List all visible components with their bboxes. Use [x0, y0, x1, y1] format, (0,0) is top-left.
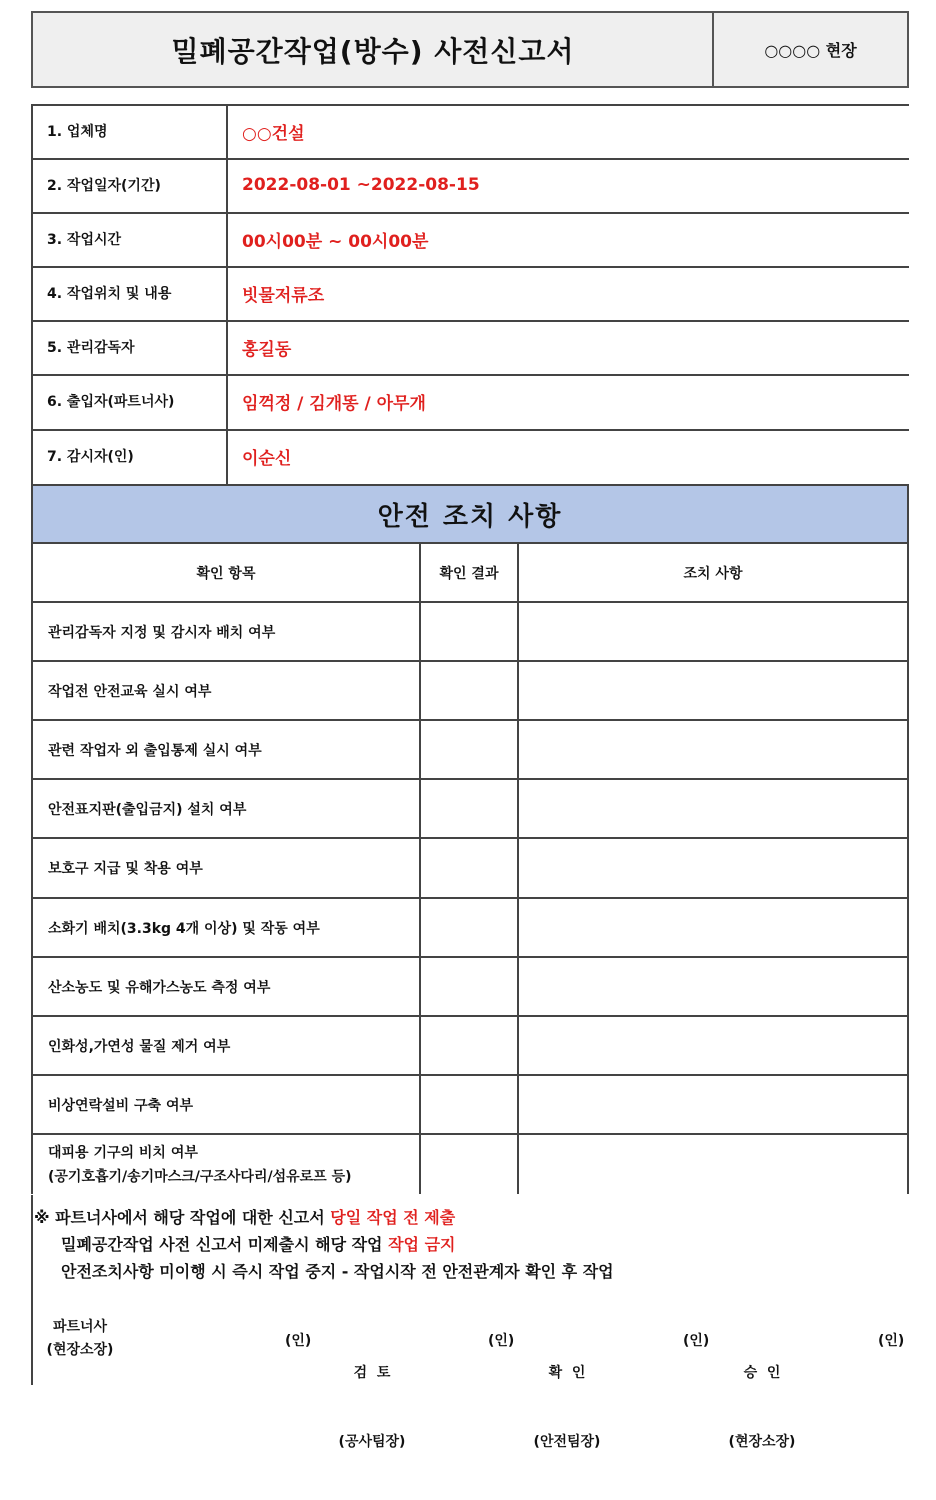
safety-item: 안전표지판(출입금지) 설치 여부	[48, 801, 247, 818]
info-value-time: 00시00분 ~ 00시00분	[242, 231, 429, 252]
document-title: 밀폐공간작업(방수) 사전신고서	[171, 34, 575, 68]
signature-role: (안전팀장)	[533, 1434, 601, 1450]
info-label-supervisor: 5. 관리감독자	[47, 340, 135, 356]
safety-item: 관리감독자 지정 및 감시자 배치 여부	[48, 624, 276, 641]
note-text: 밀폐공간작업 사전 신고서 미제출시 해당 작업	[61, 1235, 389, 1254]
signature-title: 파트너사	[52, 1319, 108, 1335]
info-label-entrants: 6. 출입자(파트너사)	[47, 394, 175, 410]
safety-item	[33, 1135, 419, 1195]
seal-mark: (인)	[683, 1333, 710, 1349]
note-emphasis: 작업 금지	[388, 1235, 456, 1254]
safety-section-title: 안전 조치 사항	[31, 484, 909, 544]
safety-item: 인화성,가연성 물질 제거 여부	[48, 1038, 231, 1055]
signature-approve	[712, 1316, 812, 1500]
signature-title: 확 인	[548, 1365, 586, 1381]
safety-item-line: 대피용 기구의 비치 여부	[48, 1145, 198, 1161]
info-value-entrants: 임꺽정 / 김개똥 / 아무개	[242, 393, 426, 414]
safety-item: 소화기 배치(3.3kg 4개 이상) 및 작동 여부	[48, 920, 320, 937]
col-header-check-result: 확인 결과	[439, 565, 499, 582]
note-text: ※ 파트너사에서 해당 작업에 대한 신고서	[34, 1208, 331, 1227]
signature-role: (현장소장)	[46, 1342, 114, 1358]
seal-mark: (인)	[285, 1333, 312, 1349]
safety-item: 비상연락설비 구축 여부	[48, 1097, 193, 1114]
signature-title: 검 토	[353, 1365, 391, 1381]
site-name: ○○○○ 현장	[764, 41, 857, 60]
signature-review	[322, 1316, 422, 1500]
note-line-1	[34, 1205, 455, 1228]
info-value-period: 2022-08-01 ~2022-08-15	[242, 175, 480, 195]
col-header-action: 조치 사항	[683, 565, 743, 582]
info-value-watcher: 이순신	[242, 448, 292, 469]
info-label-time: 3. 작업시간	[47, 232, 122, 248]
signature-partner	[30, 1316, 130, 1362]
info-value-location: 빗물저류조	[242, 285, 325, 306]
safety-item-line: (공기호흡기/송기마스크/구조사다리/섬유로프 등)	[48, 1169, 352, 1185]
safety-item: 관련 작업자 외 출입통제 실시 여부	[48, 742, 262, 759]
signature-role: (공사팀장)	[338, 1434, 406, 1450]
note-emphasis: 당일 작업 전 제출	[330, 1208, 456, 1227]
seal-mark: (인)	[488, 1333, 515, 1349]
info-value-supervisor: 홍길동	[242, 339, 292, 360]
safety-item: 작업전 안전교육 실시 여부	[48, 683, 212, 700]
left-border	[31, 1195, 33, 1385]
signature-role: (현장소장)	[728, 1434, 796, 1450]
safety-item: 산소농도 및 유해가스농도 측정 여부	[48, 979, 271, 996]
info-label-watcher: 7. 감시자(인)	[47, 449, 134, 465]
seal-mark: (인)	[878, 1333, 905, 1349]
info-label-period: 2. 작업일자(기간)	[47, 178, 161, 194]
safety-item: 보호구 지급 및 착용 여부	[48, 861, 203, 877]
signature-confirm	[517, 1316, 617, 1500]
info-label-company: 1. 업체명	[47, 124, 108, 140]
note-line-2	[61, 1232, 456, 1255]
col-header-check-item: 확인 항목	[196, 565, 256, 582]
info-value-company: ○○건설	[242, 123, 305, 144]
note-line-3: 안전조치사항 미이행 시 즉시 작업 중지 - 작업시작 전 안전관계자 확인 후 작업	[61, 1262, 614, 1281]
info-label-location: 4. 작업위치 및 내용	[47, 286, 172, 302]
signature-title: 승 인	[743, 1365, 781, 1381]
